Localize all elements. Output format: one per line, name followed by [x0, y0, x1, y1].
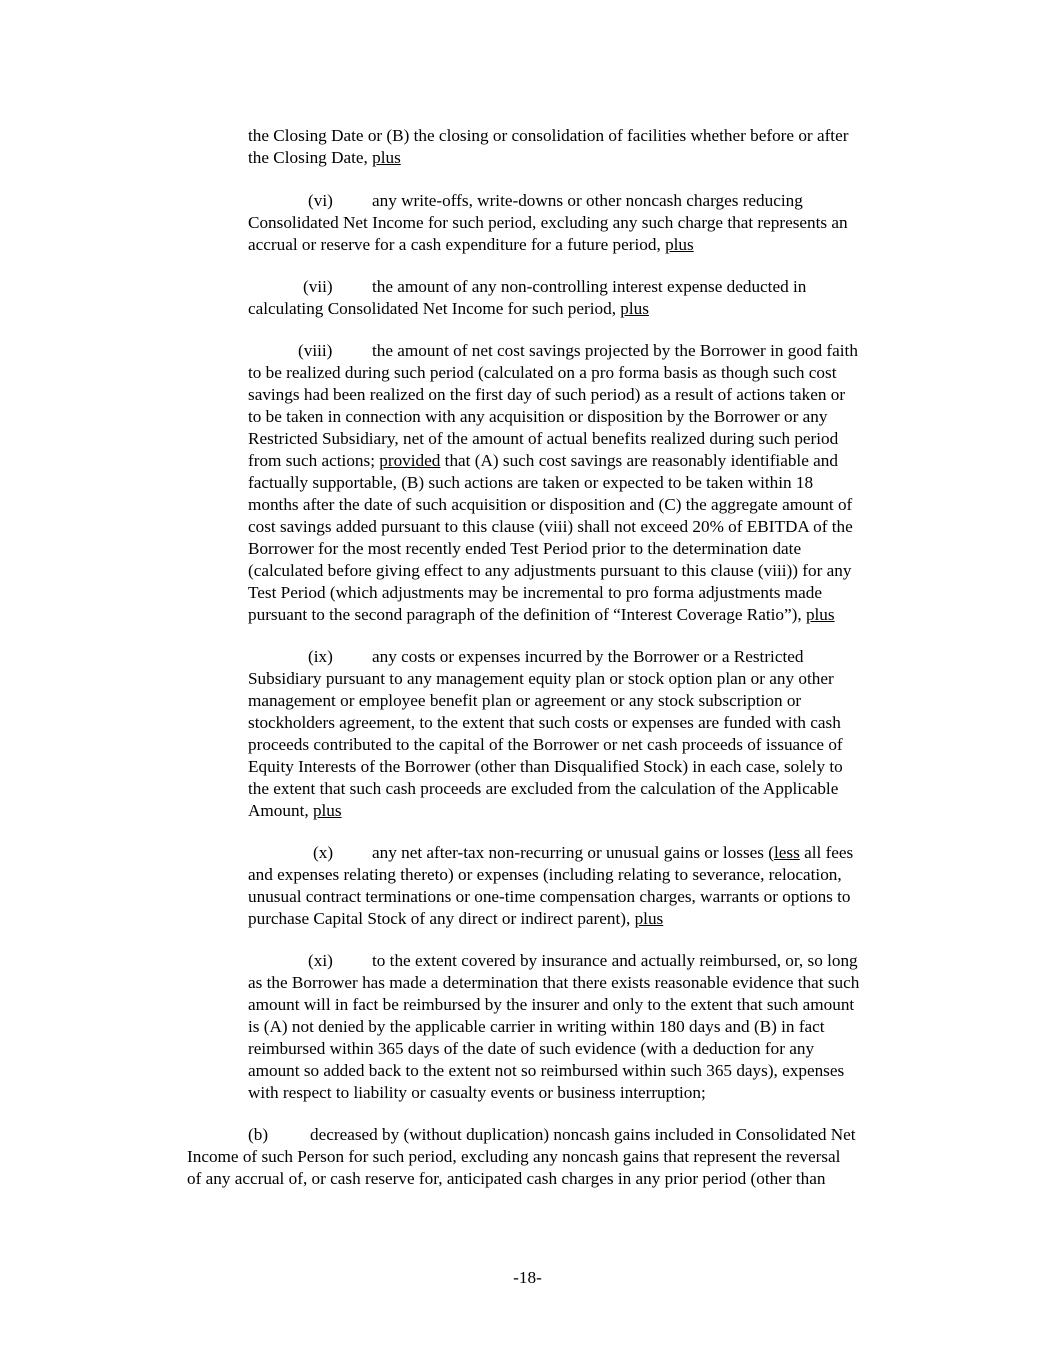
clause-xi-line-1: as the Borrower has made a determination that there exists reasonable evidence that such [248, 973, 860, 992]
clause-xi-line-5: amount so added back to the extent not so reimbursed within such 365 days), expenses [248, 1061, 845, 1080]
clause-viii-first: the amount of net cost savings projected by the Borrower in good faith [372, 341, 858, 360]
clause-vi-line-1: Consolidated Net Income for such period, excluding any such charge that represents an [248, 213, 848, 232]
clause-ix-line-3: stockholders agreement, to the extent that such costs or expenses are funded with cash [248, 713, 841, 732]
clause-x-line-3-text: purchase Capital Stock of any direct or indirect parent), [248, 909, 635, 928]
clause-vii-number: (vii) [303, 277, 333, 296]
plus-term: plus [634, 909, 664, 928]
clause-ix-first: any costs or expenses incurred by the Borrower or a Restricted [372, 647, 804, 666]
plus-term: plus [312, 801, 342, 820]
clause-x-first-rest: all fees [799, 843, 854, 862]
clause-viii-line-1: to be realized during such period (calculated on a pro forma basis as though such cost [248, 363, 837, 382]
clause-ix-line-7 [248, 800, 342, 822]
plus-term: plus [620, 299, 649, 318]
clause-viii-line-5-rest: that (A) such cost savings are reasonably identifiable and [440, 451, 838, 470]
clause-x-first [372, 842, 853, 864]
clause-vi-first: any write-offs, write-downs or other noncash charges reducing [372, 191, 803, 210]
clause-xi-first: to the extent covered by insurance and actually reimbursed, or, so long [372, 951, 858, 970]
intro-line-1: the Closing Date or (B) the closing or consolidation of facilities whether before or after [248, 126, 849, 145]
clause-viii-line-11: Test Period (which adjustments may be incremental to pro forma adjustments made [248, 583, 822, 602]
clause-ix-number: (ix) [308, 647, 333, 666]
intro-line-2 [248, 147, 401, 169]
clause-xi-number: (xi) [308, 951, 333, 970]
plus-term: plus [665, 235, 694, 254]
intro-line-2-text: the Closing Date, [248, 148, 373, 167]
section-b-line-1: Income of such Person for such period, excluding any noncash gains that represent the reversal [187, 1147, 841, 1166]
clause-x-line-1: and expenses relating thereto) or expenses (including relating to severance, relocation, [248, 865, 842, 884]
clause-vi-number: (vi) [308, 191, 333, 210]
clause-x-line-2: unusual contract terminations or one-time compensation charges, warrants or options to [248, 887, 851, 906]
clause-x-first-text: any net after-tax non-recurring or unusual gains or losses ( [372, 843, 775, 862]
clause-viii-line-12-text: pursuant to the second paragraph of the definition of “Interest Coverage Ratio”), [248, 605, 806, 624]
clause-vii-line-1-text: calculating Consolidated Net Income for such period, [248, 299, 621, 318]
provided-term: provided [379, 451, 441, 470]
clause-viii-line-5-text: from such actions; [248, 451, 380, 470]
section-b-line-2: of any accrual of, or cash reserve for, anticipated cash charges in any prior period (other than [187, 1169, 826, 1188]
clause-x-line-3 [248, 908, 663, 930]
clause-vii-line-1 [248, 298, 649, 320]
plus-term: plus [372, 148, 401, 167]
clause-viii-line-5 [248, 450, 838, 472]
clause-viii-line-3: to be taken in connection with any acquisition or disposition by the Borrower or any [248, 407, 828, 426]
less-term: less [774, 843, 800, 862]
clause-xi-line-6: with respect to liability or casualty events or business interruption; [248, 1083, 706, 1102]
clause-viii-line-8: cost savings added pursuant to this clause (viii) shall not exceed 20% of EBITDA of the [248, 517, 853, 536]
section-b-first: decreased by (without duplication) noncash gains included in Consolidated Net [310, 1125, 856, 1144]
clause-ix-line-5: Equity Interests of the Borrower (other than Disqualified Stock) in each case, solely to [248, 757, 843, 776]
clause-viii-line-6: factually supportable, (B) such actions are taken or expected to be taken within 18 [248, 473, 814, 492]
clause-vi-line-2-text: accrual or reserve for a cash expenditure for a future period, [248, 235, 666, 254]
clause-vii-first: the amount of any non-controlling interest expense deducted in [372, 277, 807, 296]
clause-viii-line-4: Restricted Subsidiary, net of the amount of actual benefits realized during such period [248, 429, 839, 448]
clause-viii-line-9: Borrower for the most recently ended Test Period prior to the determination date [248, 539, 802, 558]
clause-ix-line-2: management or employee benefit plan or agreement or any stock subscription or [248, 691, 802, 710]
clause-viii-line-7: months after the date of such acquisition or disposition and (C) the aggregate amount of [248, 495, 853, 514]
clause-ix-line-1: Subsidiary pursuant to any management equity plan or stock option plan or any other [248, 669, 834, 688]
clause-viii-line-10: (calculated before giving effect to any adjustments pursuant to this clause (viii)) for any [248, 561, 852, 580]
clause-ix-line-4: proceeds contributed to the capital of the Borrower or net cash proceeds of issuance of [248, 735, 843, 754]
clause-ix-line-7-text: Amount, [248, 801, 313, 820]
clause-x-number: (x) [313, 843, 334, 862]
plus-term: plus [805, 605, 835, 624]
clause-ix-line-6: the extent that such cash proceeds are excluded from the calculation of the Applicable [248, 779, 839, 798]
clause-vi-line-2 [248, 234, 694, 256]
clause-xi-line-3: is (A) not denied by the applicable carrier in writing within 180 days and (B) in fact [248, 1017, 825, 1036]
clause-viii-line-2: savings had been realized on the first day of such period) as a result of actions taken or [248, 385, 846, 404]
clause-viii-line-12 [248, 604, 835, 626]
clause-xi-line-4: reimbursed within 365 days of the date of such evidence (with a deduction for any [248, 1039, 815, 1058]
clause-viii-number: (viii) [298, 341, 333, 360]
clause-xi-line-2: amount will in fact be reimbursed by the insurer and only to the extent that such amount [248, 995, 855, 1014]
page-number: -18- [513, 1268, 542, 1287]
section-b-number: (b) [248, 1125, 269, 1144]
